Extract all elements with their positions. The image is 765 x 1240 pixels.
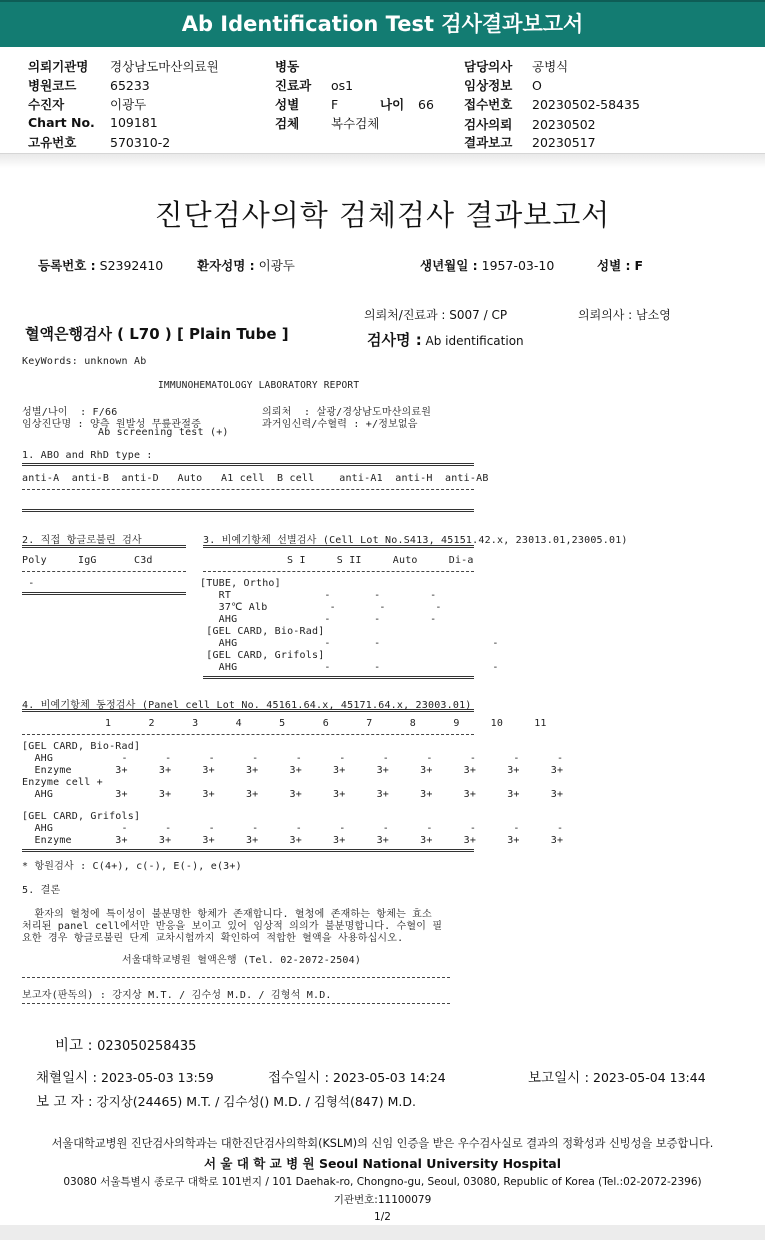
panel-row: AHG - - - - - - - - - - - [22, 753, 564, 764]
section3-row: [GEL CARD, Bio-Rad] [200, 626, 325, 637]
conclusion-line: 환자의 혈청에 특이성이 불분명한 항체가 존재합니다. 혈청에 존재하는 항체는 효소 [22, 909, 432, 920]
requesting-doctor: 의뢰의사 : 남소영 [578, 308, 671, 322]
conclusion-line: 요한 경우 항글로불린 단계 교차시험까지 확인하여 적합한 혈액을 사용하십시오. [22, 933, 404, 944]
section2-bottom-rule [22, 592, 186, 595]
section3-row: AHG - - - [200, 662, 499, 673]
footer-strip [0, 1225, 765, 1240]
blood-bank: 서울대학교병원 혈액은행 (Tel. 02-2072-2504) [122, 955, 362, 966]
section3-title: 3. 비예기항체 선별검사 (Cell Lot No.S413, 45151.42.x, 23013.01,23005.01) [203, 535, 628, 546]
remark: 비고 : 023050258435 [55, 1038, 197, 1054]
section4-mid-rule [22, 734, 474, 735]
panel-row: AHG - - - - - - - - - - - [22, 823, 564, 834]
section4-bottom-rule [22, 849, 474, 852]
info-specimen: 검체 복수검체 [275, 116, 380, 131]
info-request-date: 검사의뢰 20230502 [464, 117, 596, 132]
section4-title: 4. 비예기항체 동정검사 (Panel cell Lot No. 45161.64.x, 45171.64.x, 23003.01) [22, 700, 472, 711]
section2-title: 2. 직접 항글로불린 검사 [22, 535, 142, 546]
lab-history: 과거임신력/수혈력 : +/정보없음 [262, 419, 418, 430]
panel-row: [GEL CARD, Bio-Rad] [22, 741, 141, 752]
section3-row: [GEL CARD, Grifols] [200, 650, 325, 661]
report-title: 진단검사의학 검체검사 결과보고서 [154, 198, 611, 232]
section3-row: [TUBE, Ortho] [200, 578, 281, 589]
test-group: 혈액은행검사 ( L70 ) [ Plain Tube ] [25, 325, 289, 343]
section-divider [0, 153, 765, 168]
reporter-bottom-rule [22, 1003, 450, 1004]
test-name: 검사명 : Ab identification [367, 331, 524, 349]
info-age: 나이 66 [380, 97, 434, 112]
patient-name: 환자성명 : 이광두 [197, 258, 295, 273]
panel-row: [GEL CARD, Grifols] [22, 811, 141, 822]
section3-top-rule [203, 545, 474, 548]
info-sex: 성별 F [275, 97, 339, 112]
section4-top-rule [22, 709, 474, 712]
section1-header: anti-A anti-B anti-D Auto A1 cell B cell anti-A1 anti-H anti-AB [22, 473, 489, 484]
section4-header: 1 2 3 4 5 6 7 8 9 10 11 [105, 718, 547, 729]
requesting-dept: 의뢰처/진료과 : S007 / CP [364, 308, 508, 322]
section1-mid-rule [22, 489, 474, 490]
section3-mid-rule [203, 571, 474, 572]
antigen-test: * 항원검사 : C(4+), c(-), E(-), e(3+) [22, 861, 242, 872]
info-report-date: 결과보고 20230517 [464, 135, 596, 150]
conclusion-line: 처리된 panel cell에서만 반응을 보이고 있어 임상적 의의가 불분명합니다. 수혈이 필 [22, 921, 443, 932]
section2-header: Poly IgG C3d [22, 555, 153, 566]
section2-top-rule [22, 545, 186, 548]
section1-top-rule [22, 463, 474, 466]
section3-row: 37℃ Alb - - - [200, 602, 442, 613]
info-institution: 의뢰기관명 경상남도마산의료원 [28, 59, 219, 74]
organization-number: 기관번호:11100079 [333, 1194, 432, 1206]
panel-row: Enzyme 3+ 3+ 3+ 3+ 3+ 3+ 3+ 3+ 3+ 3+ 3+ [22, 765, 564, 776]
info-department: 진료과 os1 [275, 78, 354, 93]
section3-bottom-rule [203, 676, 474, 679]
collection-time: 채혈일시 : 2023-05-03 13:59 [36, 1070, 214, 1086]
lab-clinical-diagnosis: 임상진단명 : 양측 원발성 무릎관절증 [22, 419, 202, 430]
keywords: KeyWords: unknown Ab [22, 356, 147, 367]
info-chart-no: Chart No. 109181 [28, 115, 158, 130]
section3-row: RT - - - [200, 590, 437, 601]
info-hospital-code: 병원코드 65233 [28, 78, 150, 93]
section3-header: S I S II Auto Di-a [287, 555, 474, 566]
lab-heading: IMMUNOHEMATOLOGY LABORATORY REPORT [158, 380, 360, 391]
patient-sex: 성별 : F [597, 258, 644, 273]
section1-title: 1. ABO and RhD type : [22, 450, 153, 461]
reporters: 보 고 자 : 강지상(24465) M.T. / 김수성() M.D. / 김형석(847) M.D. [36, 1094, 416, 1110]
section1-bottom-rule [22, 509, 474, 512]
section2-value: - [22, 578, 35, 589]
info-doctor: 담당의사 공병식 [464, 59, 569, 74]
receipt-time: 접수일시 : 2023-05-03 14:24 [268, 1070, 446, 1086]
panel-row: Enzyme cell + [22, 777, 103, 788]
certification-text: 서울대학교병원 진단검사의학과는 대한진단검사의학회(KSLM)의 신임 인증을 받은 우수검사실로 결과의 정확성과 신빙성을 보증합니다. [51, 1137, 714, 1150]
info-patient: 수진자 이광두 [28, 97, 147, 112]
info-receipt-no: 접수번호 20230502-58435 [464, 97, 640, 112]
report-time: 보고일시 : 2023-05-04 13:44 [528, 1070, 706, 1086]
info-ward: 병동 [275, 59, 300, 74]
page-number: 1/2 [374, 1211, 391, 1223]
section3-row: AHG - - - [200, 638, 499, 649]
lab-clinical-diagnosis-2: Ab screening test (+) [98, 427, 229, 438]
section3-row: AHG - - - [200, 614, 437, 625]
registration-number: 등록번호 : S2392410 [38, 258, 164, 273]
lab-sex-age: 성별/나이 : F/66 [22, 407, 118, 418]
panel-row: AHG 3+ 3+ 3+ 3+ 3+ 3+ 3+ 3+ 3+ 3+ 3+ [22, 789, 564, 800]
hospital-address: 03080 서울특별시 종로구 대학로 101번지 / 101 Daehak-ro, Chongno-gu, Seoul, 03080, Republic of Korea (Tel.:02-2072-2396) [63, 1176, 702, 1188]
section2-mid-rule [22, 571, 186, 572]
lab-reporter: 보고자(판독의) : 강지상 M.T. / 김수성 M.D. / 김형석 M.D. [22, 990, 332, 1001]
hospital-name: 서 울 대 학 교 병 원 Seoul National University Hospital [203, 1156, 562, 1171]
info-clinical: 임상정보 O [464, 78, 542, 93]
lab-requester: 의뢰처 : 살광/경상남도마산의료원 [262, 407, 432, 418]
panel-row: Enzyme 3+ 3+ 3+ 3+ 3+ 3+ 3+ 3+ 3+ 3+ 3+ [22, 835, 564, 846]
reporter-top-rule [22, 977, 450, 978]
section5-title: 5. 결론 [22, 885, 61, 896]
info-unique-no: 고유번호 570310-2 [28, 135, 171, 150]
header-title: Ab Identification Test 검사결과보고서 [181, 12, 584, 36]
birth-date: 생년월일 : 1957-03-10 [420, 258, 555, 273]
